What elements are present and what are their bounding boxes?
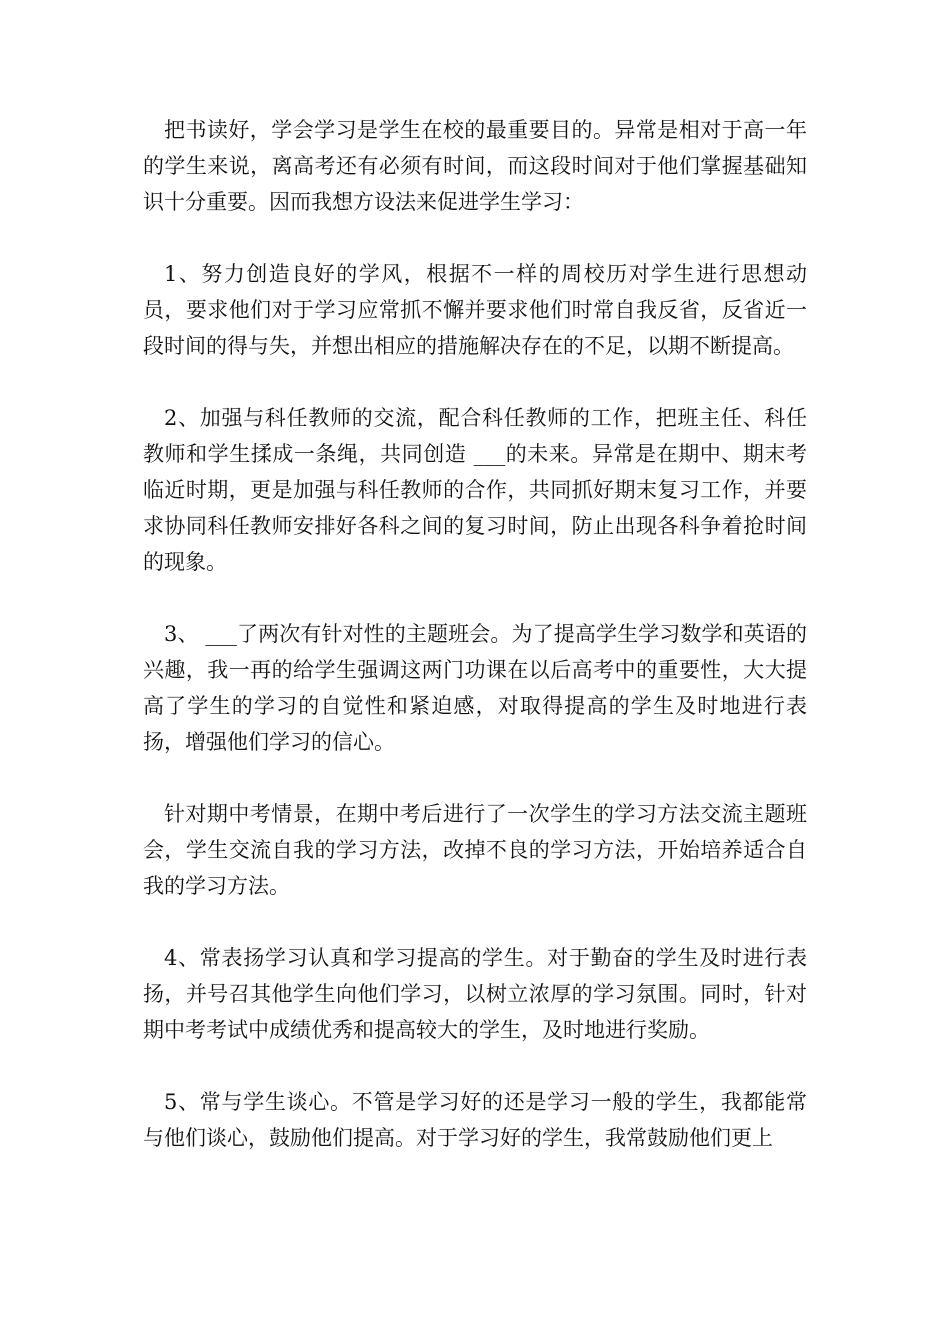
paragraph-item-3: 3、 ___了两次有针对性的主题班会。为了提高学生学习数学和英语的兴趣，我一再的给学生强调这两门功课在以后高考中的重要性，大大提高了学生的学习的自觉性和紧迫感，对取得提高的学生及时地进行表扬，增强他们学习的信心。: [143, 622, 807, 754]
document-page: [143, 112, 807, 1192]
paragraph-item-1: 1、努力创造良好的学风，根据不一样的周校历对学生进行思想动员，要求他们对于学习应常抓不懈并要求他们时常自我反省，反省近一段时间的得与失，并想出相应的措施解决存在的不足，以期不断提高。: [143, 262, 807, 358]
paragraph-item-4: 4、常表扬学习认真和学习提高的学生。对于勤奋的学生及时进行表扬，并号召其他学生向他们学习，以树立浓厚的学习氛围。同时，针对期中考考试中成绩优秀和提高较大的学生，及时地进行奖励。: [143, 946, 807, 1042]
paragraph-item-5: 5、常与学生谈心。不管是学习好的还是学习一般的学生，我都能常与他们谈心，鼓励他们提高。对于学习好的学生，我常鼓励他们更上: [143, 1090, 807, 1150]
paragraph-intro: 把书读好，学会学习是学生在校的最重要目的。异常是相对于高一年的学生来说，离高考还有必须有时间，而这段时间对于他们掌握基础知识十分重要。因而我想方设法来促进学生学习：: [143, 118, 807, 214]
paragraph-item-2: 2、加强与科任教师的交流，配合科任教师的工作，把班主任、科任教师和学生揉成一条绳，共同创造 ___的未来。异常是在期中、期末考临近时期，更是加强与科任教师的合作，共同抓好期末复习工作，并要求协同科任教师安排好各科之间的复习时间，防止出现各科争着抢时间的现象。: [143, 406, 807, 574]
paragraph-midterm: 针对期中考情景，在期中考后进行了一次学生的学习方法交流主题班会，学生交流自我的学习方法，改掉不良的学习方法，开始培养适合自我的学习方法。: [143, 802, 807, 898]
